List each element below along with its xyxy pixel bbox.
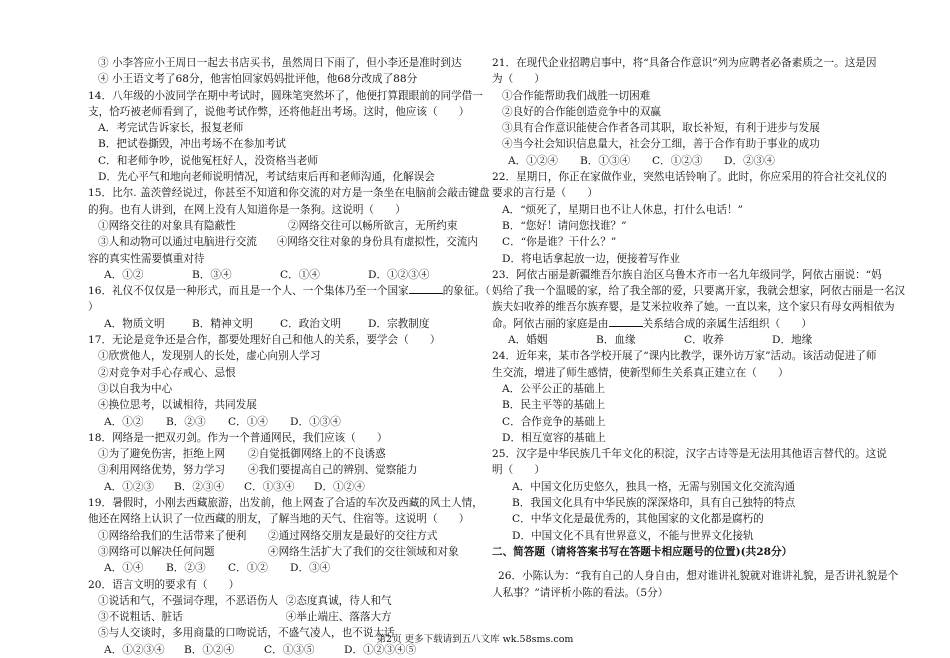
q15-choice-b: B．③④: [192, 268, 232, 281]
q23-choices: [492, 332, 882, 348]
q23-choice-c: C．收养: [684, 334, 724, 347]
q22-stem-line-1: 22．星期日，你正在家做作业，突然电话铃响了。此时，你应采用的符合社交礼仪的: [492, 171, 887, 184]
q24-choice-b: B．民主平等的基础上: [502, 399, 606, 412]
q20-options-row-1: [88, 593, 478, 609]
q23-stem-line-4: [492, 316, 882, 332]
q20-option-2: ②态度真诚，待人和气: [285, 594, 392, 607]
q16-blank: [409, 283, 443, 294]
q19-option-4: ④网络生活扩大了我们的交往领域和对象: [268, 545, 459, 558]
q15-options-row-1: [88, 218, 478, 234]
q15-option-3: ③人和动物可以通过电脑进行交流: [98, 236, 257, 249]
q26-stem-line-2: 人私事？”请评析小陈的看法。（5分）: [492, 586, 669, 599]
q16-choice-a: A．物质文明: [104, 317, 165, 330]
q15-stem-line-2: 的狗。也有人讲到，在网上没有人知道你是一条狗。这说明（ ）: [88, 203, 406, 216]
q14-stem-line-2: 支，恰巧被老师看到了，说他考试作弊，还将他赶出考场。这时，他应该（ ）: [88, 105, 470, 118]
q18-option-4: ④我们要提高自己的辨别、觉察能力: [248, 464, 418, 477]
q21-choice-b: B．①③④: [580, 154, 631, 167]
q23-choice-a: A．婚姻: [508, 334, 548, 347]
q20-stem: 20．语言文明的要求有（ ）: [88, 578, 240, 591]
q23-blank: [609, 316, 643, 327]
q19-choice-b: B．②③: [166, 562, 206, 575]
q20-option-3: ③不说粗话、脏话: [98, 611, 183, 624]
q20-choice-c: C．①③⑤: [264, 643, 315, 656]
q19-choice-a: A．①④: [104, 562, 144, 575]
q20-option-5: ⑤与人交谈时，多用商量的口吻说话，不盛气凌人，也不说大话: [98, 627, 395, 640]
q15-option-1: ①网络交往的对象具有隐蔽性: [98, 219, 236, 232]
q16-choice-d: D．宗教制度: [368, 317, 430, 330]
q24-stem-line-1: 24．近年来，某市各学校开展了“课内比教学，课外访万家”活动。该活动促进了师: [492, 350, 877, 363]
q19-option-2: ②通过网络交朋友是最好的交往方式: [268, 529, 438, 542]
right-column: [492, 55, 906, 601]
q15-stem-line-1: 15．比尔. 盖茨曾经说过，你甚至不知道和你交流的对方是一条坐在电脑前会敲击键盘: [88, 187, 490, 200]
q22-choice-d: D．将电话拿起放一边，便接着写作业: [502, 252, 680, 265]
q25-choice-a: A．中国文化历史悠久，独具一格，无需与别国文化交流沟通: [512, 480, 796, 493]
q20-option-1: ①说话和气，不强词夺理，不恶语伤人: [98, 594, 279, 607]
q23-stem-pre: 命。阿依古丽的家庭是由: [492, 317, 609, 330]
q17-choice-a: A．①②: [104, 415, 144, 428]
q13-option-4: ④ 小王语文考了68分，他害怕回家妈妈批评他，他68分改成了88分: [98, 73, 418, 86]
q21-choice-c: C．①②③: [652, 154, 703, 167]
q24-choice-d: D．相互宽容的基础上: [502, 431, 606, 444]
q15-option-4: ④网络交往对象的身份具有虚拟性，交流内: [276, 236, 478, 249]
q18-choice-d: D．①②④: [314, 480, 365, 493]
q21-choice-d: D．②③④: [724, 154, 775, 167]
q13-option-3: ③ 小李答应小王周日一起去书店买书，虽然周日下雨了，但小李还是准时到达: [98, 57, 462, 69]
q21-choices: [492, 153, 882, 169]
q16-stem-pre: 16．礼仪不仅仅是一种形式，而且是一个人、一个集体乃至一个国家: [88, 285, 409, 298]
q16-stem-post: 的象征。（: [442, 285, 491, 298]
q21-stem-line-1: 21．在现代企业招聘启事中，将“具备合作意识”列为应聘者必备素质之一。这是因: [492, 57, 877, 69]
q20-choice-b: B．①②④: [184, 643, 235, 656]
q18-choices: [88, 479, 478, 495]
q25-stem-line-2: 明（ ）: [492, 464, 545, 477]
q19-choice-c: C．①②: [228, 562, 268, 575]
q25-stem-line-1: 25．汉字是中华民族几千年文化的积淀，汉字古诗等是无法用其他语言替代的。这说: [492, 448, 887, 461]
q18-choice-b: B．②③④: [174, 480, 225, 493]
q24-stem-line-2: 生交流，增进了师生感情，使新型师生关系真正建立在（ ）: [492, 366, 789, 379]
q14-stem-line-1: 14．八年级的小波同学在期中考试时，圆珠笔突然坏了，他便打算跟眼前的同学借一: [88, 89, 483, 102]
q16-choices: [88, 316, 478, 332]
q16-choice-b: B．精神文明: [192, 317, 253, 330]
q19-option-1: ①网络给我们的生活带来了便利: [98, 529, 247, 542]
q19-choice-d: D．③④: [290, 562, 331, 575]
q17-option-3: ③以自我为中心: [98, 382, 173, 395]
q17-choices: [88, 414, 478, 430]
q17-choice-b: B．②③: [166, 415, 206, 428]
q17-choice-d: D．①③④: [290, 415, 341, 428]
spacer: [492, 560, 882, 568]
q15-stem-line-3: 容的真实性需要慎重对待: [88, 252, 205, 265]
q24-choice-a: A．公平公正的基础上: [502, 382, 605, 395]
q21-option-3: ③具有合作意识能使合作者各司其职，取长补短，有利于进步与发展: [502, 122, 820, 135]
q25-choice-c: C．中华文化是最优秀的，其他国家的文化都是腐朽的: [512, 513, 764, 526]
q25-choice-b: B．我国文化具有中华民族的深深烙印，具有自己独特的特点: [512, 497, 796, 510]
q17-option-4: ④换位思考，以诚相待，共同发展: [98, 399, 257, 412]
q19-stem-line-1: 19．暑假时，小刚去西藏旅游，出发前，他上网查了合适的车次及西藏的风土人情，: [88, 497, 483, 510]
q18-option-3: ③利用网络优势，努力学习: [98, 464, 226, 477]
q19-stem-line-2: 他还在网络上认识了一位西藏的朋友，了解当地的天气、住宿等。这说明（ ）: [88, 513, 470, 526]
q14-choice-d: D．先心平气和地向老师说明情况，考试结束后再和老师沟通，化解误会: [98, 171, 435, 184]
page-footer: 第2页 更多下载请到五八文库 wk.58sms.com: [376, 634, 574, 645]
q23-stem-post: 关系结合成的亲属生活组织（ ）: [642, 317, 813, 330]
q15-option-2: ②网络交往可以畅所欲言，无所约束: [288, 219, 458, 232]
q19-choices: [88, 560, 478, 576]
q18-stem: 18．网络是一把双刃剑。作为一个普通网民，我们应该（ ）: [88, 431, 388, 444]
q16-stem-line-1: [88, 283, 491, 299]
q15-choice-d: D．①②③④: [368, 268, 430, 281]
q23-choice-d: D．地缘: [772, 334, 813, 347]
q14-choice-c: C．和老师争吵，说他冤枉好人，没资格当老师: [98, 154, 318, 167]
q22-choice-b: B．“您好！请问您找谁？”: [502, 219, 627, 232]
q17-stem: 17．无论是竞争还是合作，都要处理好自己和他人的关系，要学会（ ）: [88, 334, 441, 347]
q18-option-2: ②自觉抵御网络上的不良诱惑: [248, 448, 386, 461]
q22-stem-line-2: 要求的言行是（ ）: [492, 187, 598, 200]
q23-stem-line-1: 23．阿依古丽是新疆维吾尔族自治区乌鲁木齐市一名九年级同学，阿依古丽说：“妈: [492, 268, 882, 281]
q14-choice-a: A．考完试告诉家长，报复老师: [98, 122, 244, 135]
q18-options-row-2: [88, 462, 478, 478]
q23-stem-line-2: 妈给了我一个温暖的家，给了我全部的爱，只要离开家，我就会想家，阿依古丽是一名汉: [492, 285, 906, 298]
q14-choice-b: B．把试卷撕毁，冲出考场不在参加考试: [98, 138, 286, 151]
q19-options-row-2: [88, 544, 478, 560]
q16-choice-c: C．政治文明: [280, 317, 342, 330]
q21-stem-line-2: 为（ ）: [492, 73, 545, 86]
q15-choice-c: C．①④: [280, 268, 320, 281]
q19-option-3: ③网络可以解决任何问题: [98, 545, 215, 558]
q17-option-1: ①欣赏他人，发现别人的长处，虚心向别人学习: [98, 350, 321, 363]
q20-option-4: ④举止端庄、落落大方: [285, 611, 392, 624]
q24-choice-c: C．合作竞争的基础上: [502, 415, 606, 428]
q17-choice-c: C．①④: [228, 415, 268, 428]
q19-options-row-1: [88, 528, 478, 544]
q18-options-row-1: [88, 446, 478, 462]
q15-options-row-2: [88, 234, 478, 250]
q22-choice-a: A．“烦死了，星期日也不让人休息，打什么电话！”: [502, 203, 743, 216]
left-column: [88, 55, 491, 658]
q23-stem-line-3: 族夫妇收养的维吾尔族弃婴，是艾米拉收养了她。一直以来，这个家只有母女两相依为: [492, 301, 895, 314]
q26-stem-line-1: 26．小陈认为：“我有自己的人身自由，想对谁讲礼貌就对谁讲礼貌，是否讲礼貌是个: [498, 570, 899, 583]
section-2-heading: 二、简答题（请将答案书写在答题卡相应题号的位置)(共28分）: [492, 545, 793, 558]
q17-option-2: ②对竞争对手心存戒心、忌恨: [98, 366, 236, 379]
q21-option-1: ①合作能帮助我们战胜一切困难: [502, 89, 651, 102]
q18-choice-a: A．①②③: [104, 480, 155, 493]
q22-choice-c: C．“你是谁？干什么？”: [502, 236, 617, 249]
q15-choice-a: A．①②: [104, 268, 144, 281]
q18-option-1: ①为了避免伤害，拒绝上网: [98, 448, 226, 461]
q16-stem-line-2: ）: [88, 301, 99, 314]
q23-choice-b: B．血缘: [596, 334, 636, 347]
q15-choices: [88, 267, 478, 283]
q20-choice-a: A．①②③④: [104, 643, 165, 656]
q20-choice-d: D．①②③④⑤: [344, 643, 417, 656]
q21-choice-a: A．①②④: [508, 154, 559, 167]
q25-choice-d: D．中国文化不具有世界意义，不能与世界文化接轨: [512, 529, 754, 542]
q21-option-4: ④当今社会知识信息量大，社会分工细，善于合作有助于事业的成功: [502, 138, 820, 151]
q18-choice-c: C．①③④: [244, 480, 295, 493]
q21-option-2: ②良好的合作能创造竞争中的双赢: [502, 105, 661, 118]
q20-options-row-2: [88, 609, 478, 625]
